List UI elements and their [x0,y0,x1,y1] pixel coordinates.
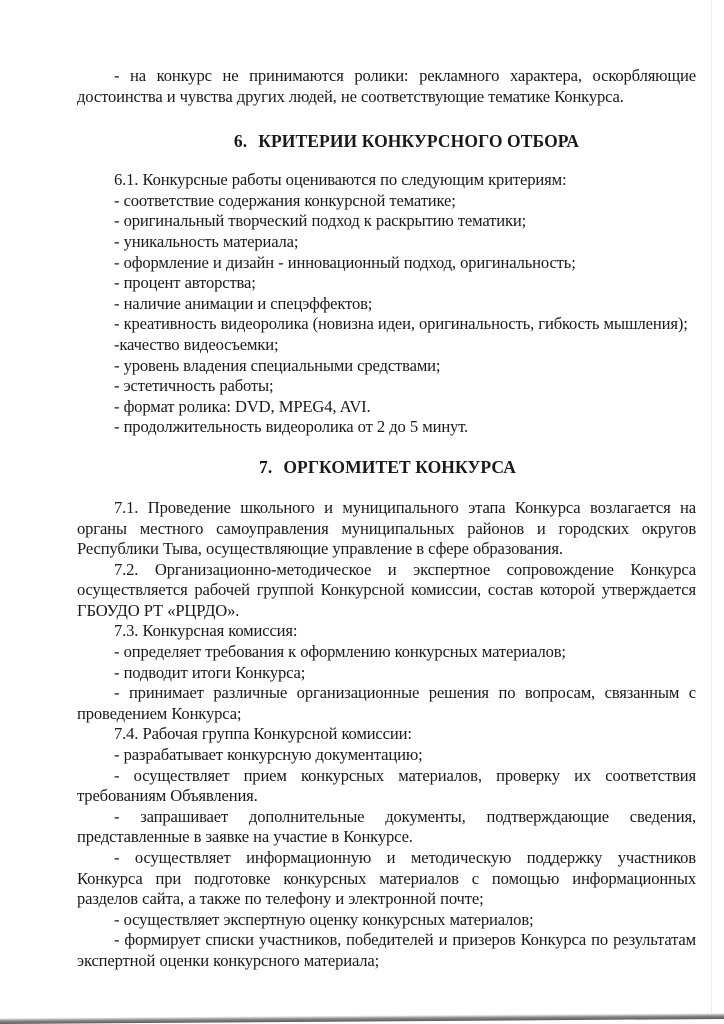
scan-edge-right [711,0,712,1020]
commission-item: - подводит итоги Конкурса; [114,662,306,682]
criteria-item: - процент авторства; [114,273,256,293]
criteria-item: - креативность видеоролика (новизна идеи, оригинальность, гибкость мышления); [114,314,688,334]
paragraph-7-2: 7.2. Организационно-методическое и экспертное сопровождение Конкурса осуществляется рабочей группой Конкурсной комиссии, состав которой утверждается ГБОУДО РТ «РЦРДО». [77,559,696,620]
criteria-item: - наличие анимации и спецэффектов; [114,293,373,313]
section-6-heading [77,130,696,152]
paragraph-7-3: 7.3. Конкурсная комиссия: [114,621,298,641]
criteria-item: -качество видеосъемки; [114,334,279,354]
scan-edge-bottom [0,1013,724,1024]
section-6-number: 6. [233,131,248,152]
criteria-item: - эстетичность работы; [114,376,274,396]
working-group-item: - осуществляет информационную и методическую поддержку участников Конкурса при подготовке конкурсных материалов с помощью информационных разделов сайта, а также по телефону и электронной почте; [77,848,696,909]
criteria-item: - оригинальный творческий подход к раскрытию тематики; [114,211,527,231]
working-group-item: - осуществляет прием конкурсных материалов, проверку их соответствия требованиям Объявления. [77,765,696,806]
criteria-item: - уникальность материала; [114,231,299,251]
paragraph-7-1: 7.1. Проведение школьного и муниципального этапа Конкурса возлагается на органы местного самоуправления муниципальных районов и городских округов Республики Тыва, осуществляющие управление в сфере образования. [77,497,696,559]
criteria-item: - уровень владения специальными средствами; [114,355,441,375]
section-7-title: ОРГКОМИТЕТ КОНКУРСА [283,456,517,477]
criteria-item: - соответствие содержания конкурсной тематике; [114,190,456,210]
section-6-title: КРИТЕРИИ КОНКУРСНОГО ОТБОРА [258,131,580,152]
criteria-item: - продолжительность видеоролика от 2 до 5 минут. [114,417,469,437]
criteria-item: - формат ролика: DVD, MPEG4, AVI. [114,396,371,416]
section-7-heading [77,456,696,478]
section-7-number: 7. [258,456,273,477]
commission-item: - принимает различные организационные решения по вопросам, связанным с проведением Конкурса; [77,683,696,723]
working-group-item: - формирует списки участников, победителей и призеров Конкурса по результатам экспертной оценки конкурсного материала; [77,930,696,970]
working-group-item: - запрашивает дополнительные документы, подтверждающие сведения, представленные в заявке на участие в Конкурсе. [77,806,696,847]
document-page [77,66,696,972]
commission-item: - определяет требования к оформлению конкурсных материалов; [114,642,566,662]
section-6-lead: 6.1. Конкурсные работы оцениваются по следующим критериям: [114,170,567,190]
intro-paragraph: - на конкурс не принимаются ролики: рекламного характера, оскорбляющие достоинства и чувства других людей, не соответствующие тематике Конкурса. [77,66,696,106]
working-group-item: - разрабатывает конкурсную документацию; [114,745,423,765]
criteria-item: - оформление и дизайн - инновационный подход, оригинальность; [114,252,576,272]
working-group-item: - осуществляет экспертную оценку конкурсных материалов; [114,909,534,929]
paragraph-7-4: 7.4. Рабочая группа Конкурсной комиссии: [114,724,412,744]
